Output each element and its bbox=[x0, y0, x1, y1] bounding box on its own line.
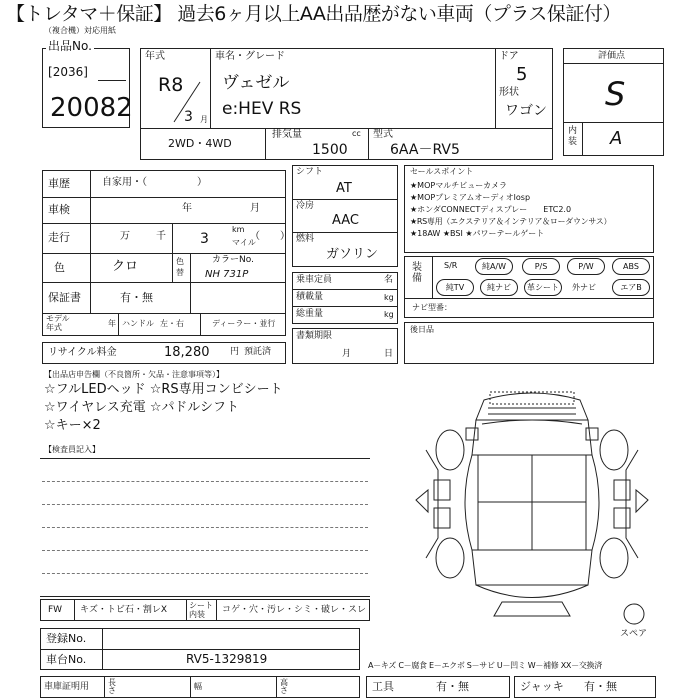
shop-notes-label: 【出品店申告欄（不良箇所・欠品・注意事項等）】 bbox=[44, 370, 224, 379]
sales-point: ★ホンダCONNECTディスプレー ETC2.0 bbox=[410, 205, 572, 214]
displacement-value: 1500 bbox=[312, 142, 348, 158]
equip-navi: 純ナビ bbox=[480, 279, 518, 296]
sales-points-label: セールスポイント bbox=[410, 167, 474, 176]
equip-power-window: P/W bbox=[567, 258, 605, 275]
year-era: R8 bbox=[158, 74, 184, 96]
equip-alloy-wheel: 純A/W bbox=[475, 258, 513, 275]
sales-point: ★18AW ★BSI ★パワーテールゲート bbox=[410, 229, 545, 238]
warranty-label: 保証書 bbox=[48, 291, 81, 304]
shop-note-line: ☆ワイヤレス充電 ☆パドルシフト bbox=[44, 400, 239, 415]
year-label: 年式 bbox=[145, 51, 165, 62]
car-body-diagram[interactable] bbox=[412, 380, 652, 625]
cooling-value: AAC bbox=[332, 213, 359, 228]
history-label: 車歴 bbox=[48, 177, 70, 190]
color-change-label: 色替 bbox=[176, 257, 184, 277]
sales-point: ★MOPマルチビューカメラ bbox=[410, 181, 508, 190]
doors-value: 5 bbox=[516, 64, 528, 85]
equip-aftermarket-navi: 外ナビ bbox=[572, 283, 596, 292]
color-value: クロ bbox=[112, 259, 139, 274]
warranty-value: 有・無 bbox=[120, 291, 153, 304]
chassis-value: RV5-1329819 bbox=[186, 652, 268, 666]
equipment-label: 装備 bbox=[412, 262, 422, 284]
equip-power-steering: P/S bbox=[522, 258, 560, 275]
tools-value: 有・無 bbox=[436, 680, 469, 693]
seat-label: シート内装 bbox=[189, 601, 213, 619]
jack-label: ジャッキ bbox=[520, 680, 564, 693]
equip-tv: 純TV bbox=[436, 279, 474, 296]
spare-label: スペア bbox=[620, 629, 648, 639]
equip-sunroof: S/R bbox=[444, 261, 458, 270]
type-label: 型式 bbox=[373, 129, 393, 140]
chassis-label: 車台No. bbox=[46, 653, 87, 666]
fuel-label: 燃料 bbox=[296, 234, 315, 244]
lot-sub: [2036] bbox=[48, 65, 88, 79]
after-items-box bbox=[404, 322, 654, 364]
header-note: （複合機）対応用紙 bbox=[44, 26, 116, 35]
shop-note-line: ☆キー×2 bbox=[44, 418, 101, 433]
navi-model-label: ナビ型番： bbox=[412, 303, 452, 312]
seat-text: コゲ・穴・汚レ・シミ・破レ・スレ bbox=[222, 605, 367, 615]
displacement-label: 排気量 bbox=[272, 129, 302, 140]
cooling-label: 冷房 bbox=[296, 201, 315, 211]
spare-tire-icon bbox=[622, 602, 646, 626]
recycle-value: 18,280 bbox=[164, 345, 210, 360]
model-grade: e:HEV RS bbox=[222, 99, 302, 119]
sales-point: ★MOPプレミアムオーディオlosp bbox=[410, 193, 531, 202]
color-label: 色 bbox=[54, 261, 65, 274]
fw-label: FW bbox=[48, 605, 63, 615]
inspector-label: 【検査員記入】 bbox=[44, 445, 100, 454]
model-year-label: モデル年式 bbox=[46, 314, 70, 332]
interior-score: A bbox=[610, 128, 623, 149]
after-items-label: 後日品 bbox=[410, 325, 434, 334]
sales-point: ★RS専用（エクステリア＆インテリア＆ローダウンサス） bbox=[410, 217, 612, 226]
equip-airbag: エアB bbox=[612, 279, 650, 296]
shop-note-line: ☆フルLEDヘッド ☆RS専用コンビシート bbox=[44, 382, 283, 397]
jack-value: 有・無 bbox=[584, 680, 617, 693]
model-name: ヴェゼル bbox=[222, 73, 290, 93]
lot-number: 20082 bbox=[50, 93, 133, 123]
shift-label: シフト bbox=[296, 167, 324, 177]
equip-leather-seat: 革シート bbox=[524, 279, 562, 296]
body-shape: ワゴン bbox=[505, 103, 547, 119]
color-code: NH 731P bbox=[205, 269, 249, 280]
tools-label: 工具 bbox=[372, 680, 394, 693]
score-label: 評価点 bbox=[598, 51, 626, 61]
model-label: 車名・グレード bbox=[215, 51, 285, 62]
registration-label: 登録No. bbox=[46, 632, 87, 645]
recycle-label: リサイクル料金 bbox=[48, 347, 117, 358]
lot-label: 出品No. bbox=[48, 39, 92, 53]
doors-label: ドア bbox=[499, 51, 519, 62]
shape-label: 形状 bbox=[499, 87, 519, 98]
mileage-value: 3 bbox=[200, 231, 209, 247]
shaken-label: 車検 bbox=[48, 203, 70, 216]
damage-legend: A－キズ C－腐食 E－エクボ S－サビ U－凹ミ W－補修 XX－交換済 bbox=[368, 661, 602, 670]
shift-value: AT bbox=[336, 181, 352, 196]
fuel-value: ガソリン bbox=[326, 247, 379, 262]
type-value: 6AA－RV5 bbox=[390, 142, 460, 158]
fw-text: キズ・トビ石・割レX bbox=[80, 605, 167, 615]
certificate-label: 車庫証明用 bbox=[44, 682, 90, 692]
mileage-label: 走行 bbox=[48, 231, 70, 244]
banner-title: 【トレタマ＋保証】 過去6ヶ月以上AA出品歴がない車両（プラス保証付） bbox=[6, 3, 621, 25]
year-month: 3 bbox=[184, 109, 193, 125]
drive-type: 2WD・4WD bbox=[168, 137, 232, 150]
score-value: S bbox=[605, 75, 626, 113]
history-value: 自家用・（ ） bbox=[102, 177, 207, 188]
interior-label: 内装 bbox=[568, 126, 578, 147]
color-code-label: カラーNo. bbox=[212, 255, 254, 265]
equip-abs: ABS bbox=[612, 258, 650, 275]
